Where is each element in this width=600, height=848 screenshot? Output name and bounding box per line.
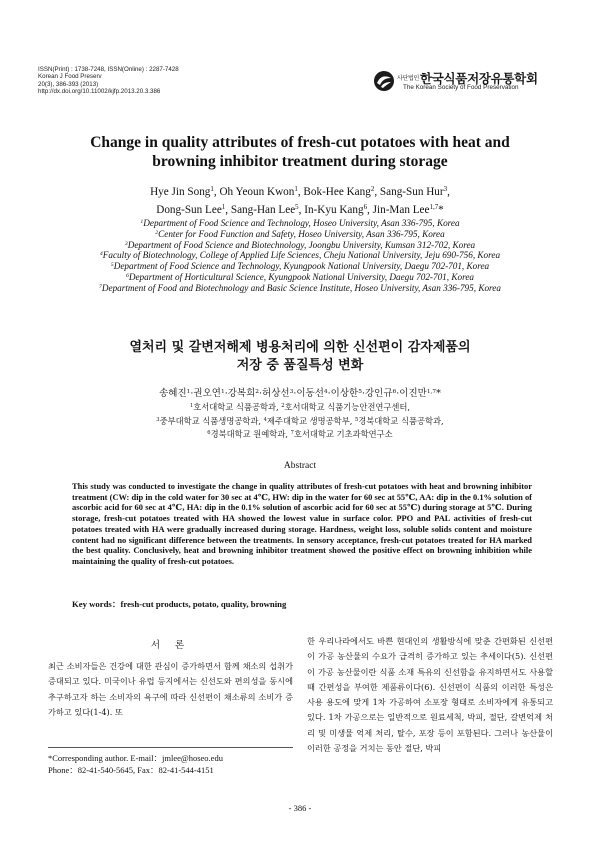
- introduction-heading: 서 론: [150, 640, 191, 651]
- author-list: [40, 184, 560, 219]
- correspondence-email: *Corresponding author. E-mail：jmlee@hoseo.edu: [48, 753, 223, 763]
- introduction-left-text: 최근 소비자들은 건강에 대한 관심이 증가하면서 함께 채소의 섭취가 증대되고 있다. 미국이나 유럽 등지에서는 신선도와 편의성을 동시에 추구하고자 하는 소비자의 욕구에 따라 신선편이 채소류의 소비가 증가하고 있다(1-4). 또: [48, 661, 293, 717]
- affiliation: $^7$Department of Food and Biotechnology and Basic Science Institute, Hoseo University, Asan 336-795, Korea: [99, 282, 501, 293]
- korean-author-name: 허상선: [262, 388, 290, 399]
- society-korean-name: $^{사단법인}$한국식품저장유통학회: [397, 71, 538, 86]
- korean-title-line-1: 열처리 및 갈변저해제 병용처리에 의한 신선편이 감자제품의: [129, 340, 471, 355]
- author-name: Sang-Han Lee: [230, 203, 296, 216]
- journal-volume: 20(3), 386-393 (2013): [38, 80, 99, 88]
- society-english-name: The Korean Society of Food Preservation: [403, 84, 519, 91]
- author-sup: 1: [210, 185, 214, 194]
- corresponding-mark: *: [438, 203, 444, 216]
- affiliation: $^4$Faculty of Biotechnology, College of Applied Life Sciences, Cheju National University, Jeju 690-756, Korea: [99, 250, 501, 261]
- doi-link[interactable]: http://dx.doi.org/10.11002/kjfp.2013.20.3.386: [38, 88, 161, 96]
- society-prefix: 사단법인: [397, 75, 419, 82]
- corresponding-mark: *: [436, 388, 441, 399]
- title-line-2: browning inhibitor treatment during storage: [152, 153, 448, 170]
- affiliation: $^6$Department of Horticultural Science, Kyungpook National University, Daegu 702-701, Korea: [125, 271, 474, 282]
- footnote-divider: [48, 747, 293, 748]
- author-sup: 5: [295, 202, 299, 211]
- author-name: Oh Yeoun Kwon: [219, 186, 295, 198]
- affiliation: $^2$Center for Food Function and Safety, Hoseo University, Asan 336-795, Korea: [155, 228, 445, 239]
- author-line-1: Hye Jin Song$^1$, Oh Yeoun Kwon$^1$, Bok-Hee Kang$^2$, Sang-Sun Hur$^3$,: [150, 185, 450, 198]
- affiliation: $^5$Department of Food Science and Technology, Kyungpook National University, Daegu 702-701, Korea: [110, 261, 490, 272]
- author-line-2: Dong-Sun Lee$^1$, Sang-Han Lee$^5$, In-Kyu Kang$^6$, Jin-Man Lee$^{1,7}$*: [156, 202, 444, 216]
- correspondence-note: [48, 753, 293, 776]
- author-name: In-Kyu Kang: [304, 203, 364, 216]
- correspondence-phone: Phone：82-41-540-5645, Fax：82-41-544-4151: [48, 764, 214, 775]
- author-sup: 1: [294, 185, 298, 194]
- affiliation-list: [30, 218, 570, 294]
- society-logo-icon: [373, 70, 395, 92]
- korean-author-name: 강인규: [364, 388, 393, 399]
- author-sup: 1,7: [429, 202, 439, 211]
- korean-author-name: 이진만: [399, 388, 427, 399]
- korean-separator: ·: [361, 388, 365, 399]
- korean-author-name: 권오연: [193, 388, 221, 399]
- korean-title-line-2: 저장 중 품질특성 변화: [236, 358, 364, 373]
- korean-author-name: 송혜진: [159, 388, 187, 399]
- korean-affiliation-line: $^3$중부대학교 식품생명공학과, $^4$제주대학교 생명공학부, $^5$경북대학교 식품공학과,: [156, 415, 444, 426]
- journal-meta: [38, 66, 179, 96]
- author-sup: 1: [221, 202, 226, 211]
- author-name: Bok-Hee Kang: [303, 186, 371, 198]
- abstract-body: This study was conducted to investigate the change in quality attributes of fresh-cut potatoes with heat and browning inhibitor treatment (CW: dip in the cold water for 30 sec at 4℃, HW: dip in the water for 60 sec at 55℃, AA: dip in the 0.1% solution of ascorbic acid for 60 sec at 4℃, HA: dip in the 0.1% solution of ascorbic acid for 60 sec at 55℃) during storage at 5℃. During storage, fresh-cut potatoes treated with HA showed the lowest value in surface color. PPO and PAL activities of fresh-cut potatoes treated with HA were gradually increased during storage. Hardness, weight loss, soluble solids content and moisture content had no significant difference between the treatments. In sensory acceptance, fresh-cut potatoes treated for HA marked the best quality. Conclusively, heat and browning inhibitor treatment showed the positive effect on browning inhibition while maintaining the quality of fresh-cut potatoes.: [72, 481, 532, 566]
- keywords-label: Key words: [72, 599, 112, 609]
- introduction-right-text: 한 우리나라에서도 바쁜 현대인의 생활방식에 맞춘 간편화된 신선편이 가공 농산물의 수요가 급격히 증가하고 있는 추세이다(5). 신선편이 가공 농산물이란 식품 소재 특유의 신선함을 유지하면서도 사용할 때 간편성을 부여한 제품류이다(6). 신선편이 식품의 이러한 특성은 사용 용도에 맞게 1차 가공하여 소포장 형태로 소비자에게 유통되고 있다. 1차 가공으로는 일반적으로 원료세척, 박피, 절단, 갈변억제 처리 및 미생물 억제 처리, 탈수, 포장 등이 포함된다. 그러나 농산물이 이러한 공정을 거치는 동안 절단, 박피: [307, 636, 553, 754]
- korean-title: [40, 339, 560, 375]
- author-sup: 6: [363, 202, 368, 211]
- author-name: Hye Jin Song: [150, 186, 211, 198]
- korean-affiliation-line: $^1$호서대학교 식품공학과, $^2$호서대학교 식품기능안전연구센터,: [189, 402, 411, 412]
- korean-author-name: 강복희: [227, 388, 256, 399]
- author-sup: 2: [370, 185, 375, 194]
- keywords-text: fresh-cut products, potato, quality, browning: [120, 599, 287, 609]
- korean-affiliation-line: $^6$경북대학교 원예학과, $^7$호서대학교 기초과학연구소: [207, 429, 393, 439]
- paper-title: [40, 133, 560, 171]
- affiliation: $^1$Department of Food Science and Technology, Hoseo University, Asan 336-795, Korea: [140, 218, 460, 228]
- korean-separator: ·: [293, 388, 297, 399]
- author-name: Jin-Man Lee: [372, 203, 430, 216]
- korean-separator: ·: [396, 388, 400, 399]
- society-header: [373, 69, 563, 93]
- title-line-1: Change in quality attributes of fresh-cut potatoes with heat and: [90, 134, 510, 151]
- author-name: Sang-Sun Hur: [379, 186, 444, 198]
- author-sup: 3: [443, 185, 448, 194]
- korean-affiliation-list: [40, 401, 560, 442]
- korean-separator: ·: [259, 388, 263, 399]
- issn-line: ISSN(Print) : 1738-7248, ISSN(Online) : 2287-7428: [38, 66, 179, 73]
- author-name: Dong-Sun Lee: [156, 203, 222, 216]
- abstract-heading: Abstract: [283, 461, 317, 471]
- korean-author-name: 이동선: [296, 388, 324, 399]
- keywords: [72, 598, 532, 610]
- korean-author-list: 송혜진$^1$·권오연$^1$·강복희$^2$·허상선$^3$·이동선$^4$·이상한$^5$·강인규$^6$·이진만$^{1,7}$*: [159, 388, 441, 399]
- korean-separator: ·: [224, 388, 228, 399]
- korean-separator: ·: [190, 388, 194, 399]
- journal-name: Korean J Food Preserv: [38, 73, 102, 81]
- keywords-separator: ：: [111, 599, 121, 609]
- korean-author-name: 이상한: [330, 388, 359, 399]
- page-number: - 386 -: [288, 803, 312, 813]
- affiliation: $^3$Department of Food Science and Biotechnology, Joongbu University, Kumsan 312-702, Korea: [124, 239, 476, 250]
- korean-separator: ·: [327, 388, 331, 399]
